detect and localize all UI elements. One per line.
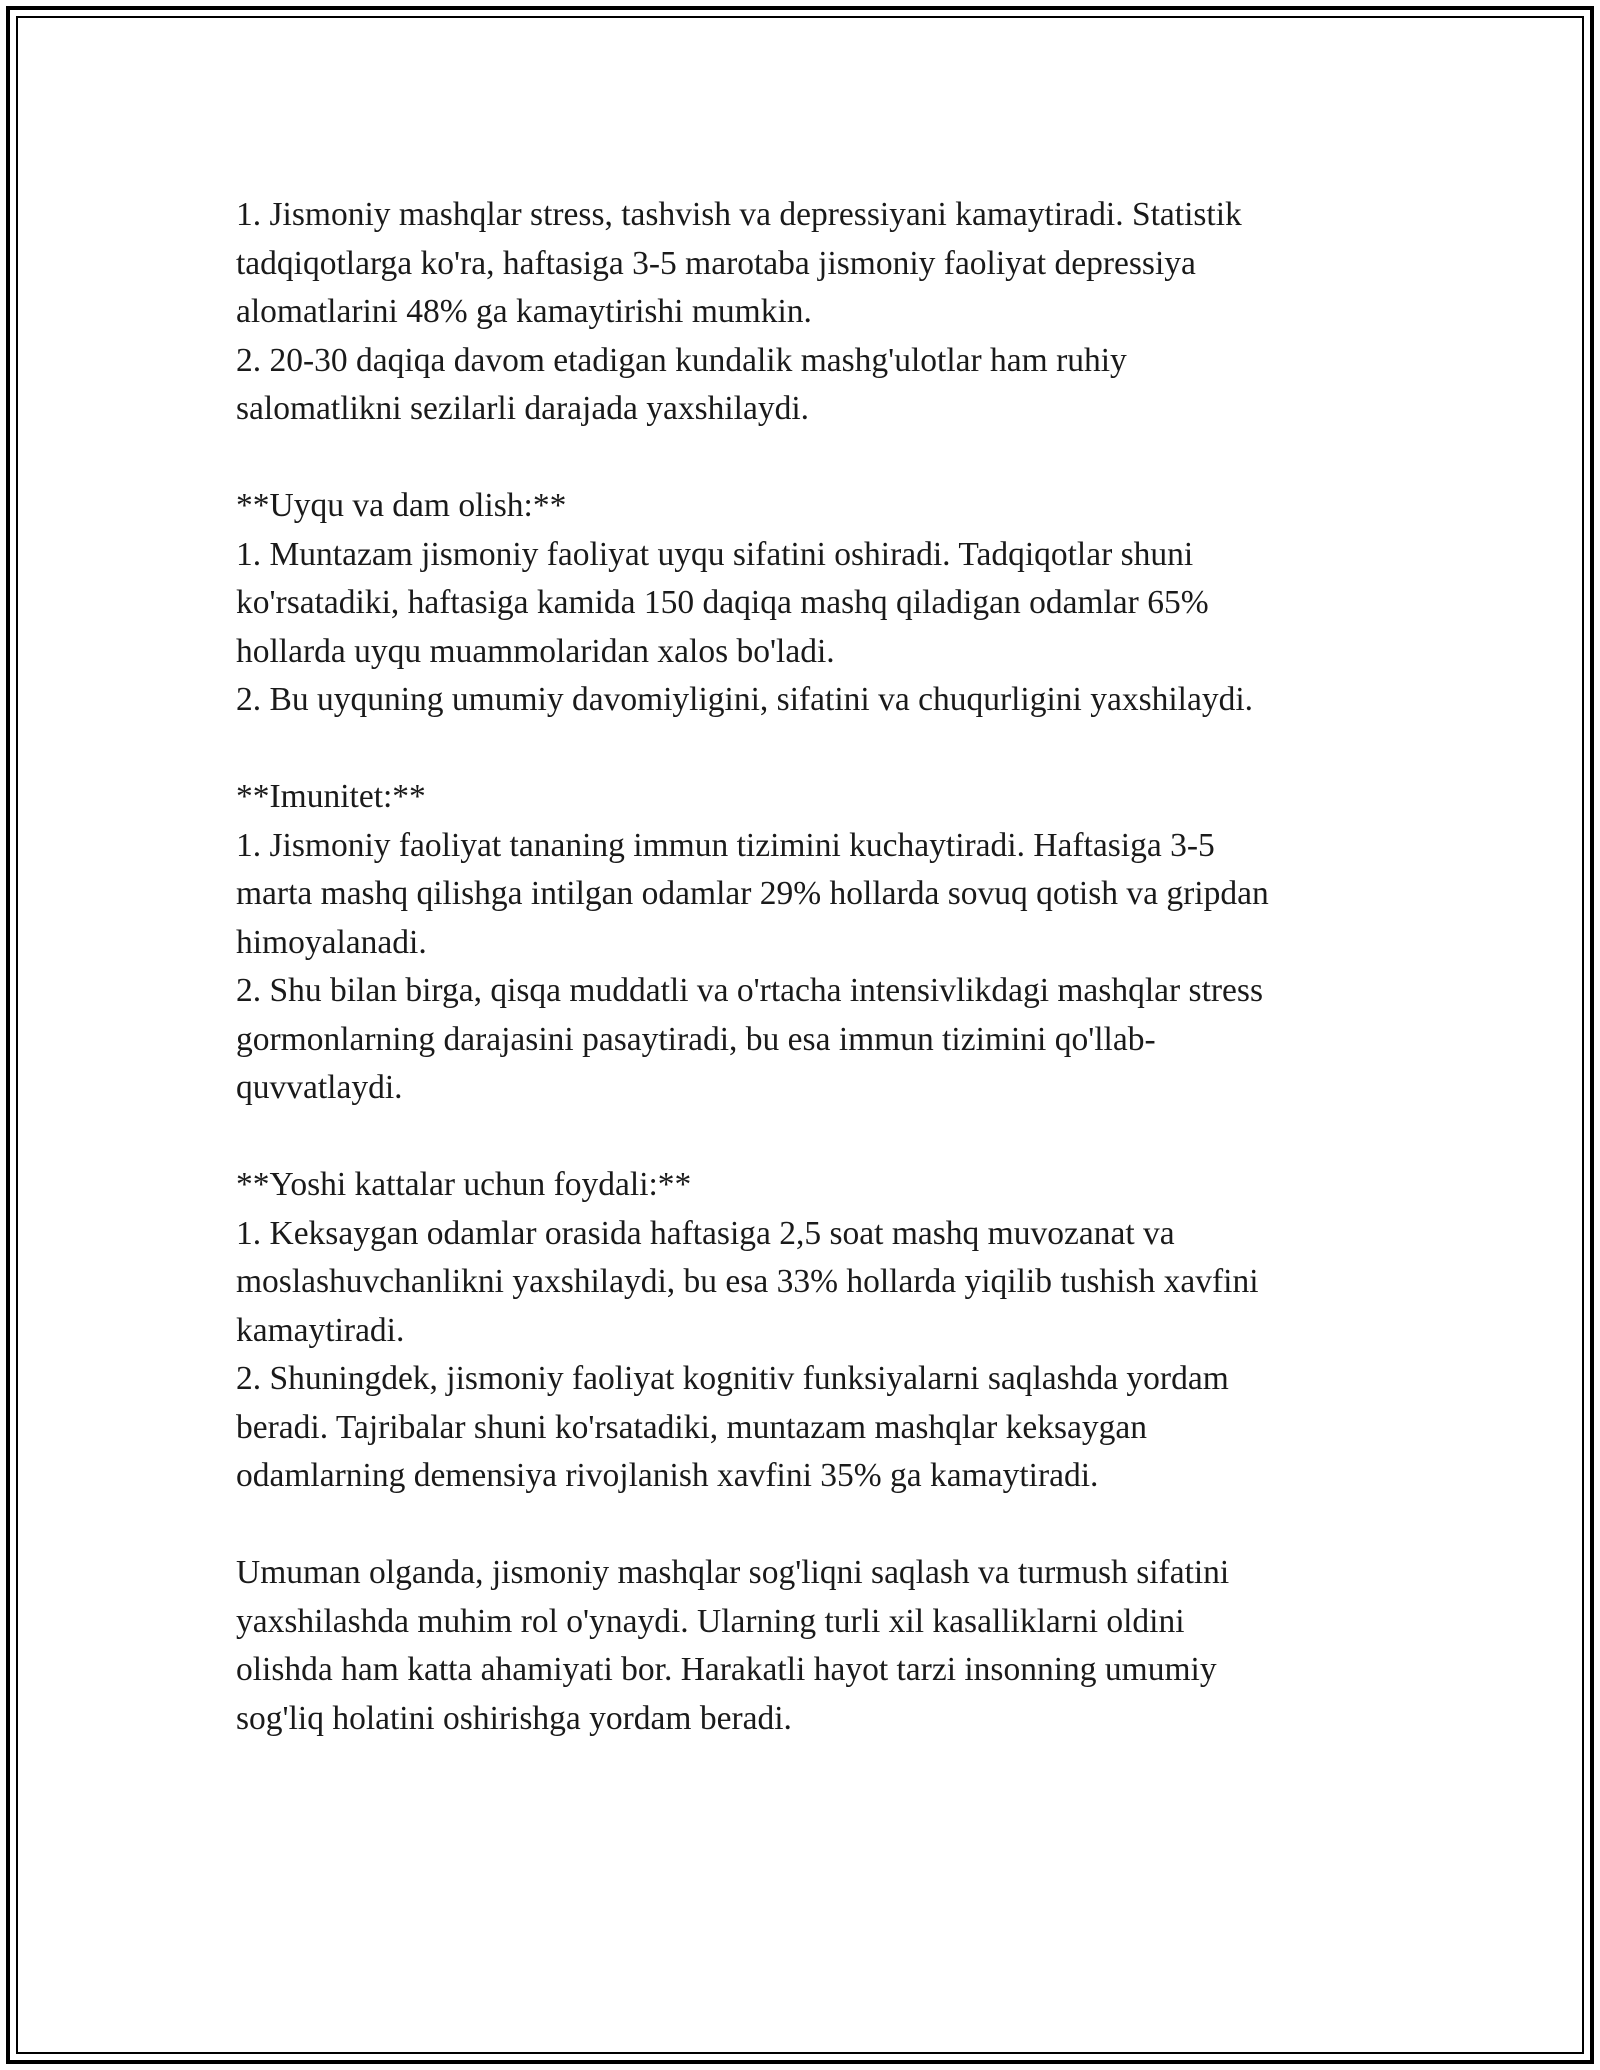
text-line: olishda ham katta ahamiyati bor. Harakatli hayot tarzi insonning umumiy: [236, 1651, 1217, 1688]
text-line: 1. Jismoniy mashqlar stress, tashvish va depressiyani kamaytiradi. Statistik: [236, 196, 1242, 233]
text-line: himoyalanadi.: [236, 923, 427, 961]
text-line: moslashuvchanlikni yaxshilaydi, bu esa 33% hollarda yiqilib tushish xavfini: [236, 1263, 1259, 1300]
text-line: ko'rsatadiki, haftasiga kamida 150 daqiqa mashq qiladigan odamlar 65%: [236, 584, 1209, 621]
paragraph-gap: [236, 434, 1396, 483]
text-line: salomatlikni sezilarli darajada yaxshilaydi.: [236, 390, 810, 427]
section-immunity: [236, 773, 1396, 1113]
section-heading: **Imunitet:**: [236, 778, 426, 815]
text-line: tadqiqotlarga ko'ra, haftasiga 3-5 marotaba jismoniy faoliyat depressiya: [236, 244, 1196, 282]
text-line: kamaytiradi.: [236, 1311, 405, 1349]
paragraph-gap: [236, 1501, 1396, 1550]
text-line: 2. Bu uyquning umumiy davomiyligini, sifatini va chuqurligini yaxshilaydi.: [236, 681, 1254, 718]
paragraph-gap: [236, 725, 1396, 774]
text-line: yaxshilashda muhim rol o'ynaydi. Ularning turli xil kasalliklarni oldini: [236, 1602, 1185, 1640]
text-line: 1. Muntazam jismoniy faoliyat uyqu sifatini oshiradi. Tadqiqotlar shuni: [236, 535, 1194, 573]
section-mental-health: [236, 191, 1396, 434]
section-sleep: [236, 482, 1396, 725]
text-line: quvvatlaydi.: [236, 1069, 403, 1106]
text-line: gormonlarning darajasini pasaytiradi, bu esa immun tizimini qo'llab-: [236, 1020, 1156, 1058]
text-line: marta mashq qilishga intilgan odamlar 29% hollarda sovuq qotish va gripdan: [236, 875, 1269, 912]
document-body: [236, 191, 1396, 1743]
text-line: beradi. Tajribalar shuni ko'rsatadiki, muntazam mashqlar keksaygan: [236, 1408, 1148, 1446]
section-conclusion: [236, 1549, 1396, 1743]
section-heading: **Uyqu va dam olish:**: [236, 487, 567, 524]
text-line: hollarda uyqu muammolaridan xalos bo'ladi.: [236, 632, 835, 670]
text-line: Umuman olganda, jismoniy mashqlar sog'liqni saqlash va turmush sifatini: [236, 1554, 1230, 1591]
section-elderly: [236, 1161, 1396, 1501]
text-line: sog'liq holatini oshirishga yordam beradi.: [236, 1699, 792, 1737]
text-line: 2. Shu bilan birga, qisqa muddatli va o'rtacha intensivlikdagi mashqlar stress: [236, 972, 1263, 1009]
text-line: 1. Keksaygan odamlar orasida haftasiga 2,5 soat mashq muvozanat va: [236, 1214, 1175, 1252]
text-line: 2. 20-30 daqiqa davom etadigan kundalik mashg'ulotlar ham ruhiy: [236, 341, 1127, 379]
text-line: 2. Shuningdek, jismoniy faoliyat kognitiv funksiyalarni saqlashda yordam: [236, 1360, 1229, 1397]
text-line: 1. Jismoniy faoliyat tananing immun tizimini kuchaytiradi. Haftasiga 3-5: [236, 826, 1215, 864]
text-line: odamlarning demensiya rivojlanish xavfini 35% ga kamaytiradi.: [236, 1457, 1099, 1494]
paragraph-gap: [236, 1113, 1396, 1162]
section-heading: **Yoshi kattalar uchun foydali:**: [236, 1166, 692, 1203]
text-line: alomatlarini 48% ga kamaytirishi mumkin.: [236, 293, 812, 330]
